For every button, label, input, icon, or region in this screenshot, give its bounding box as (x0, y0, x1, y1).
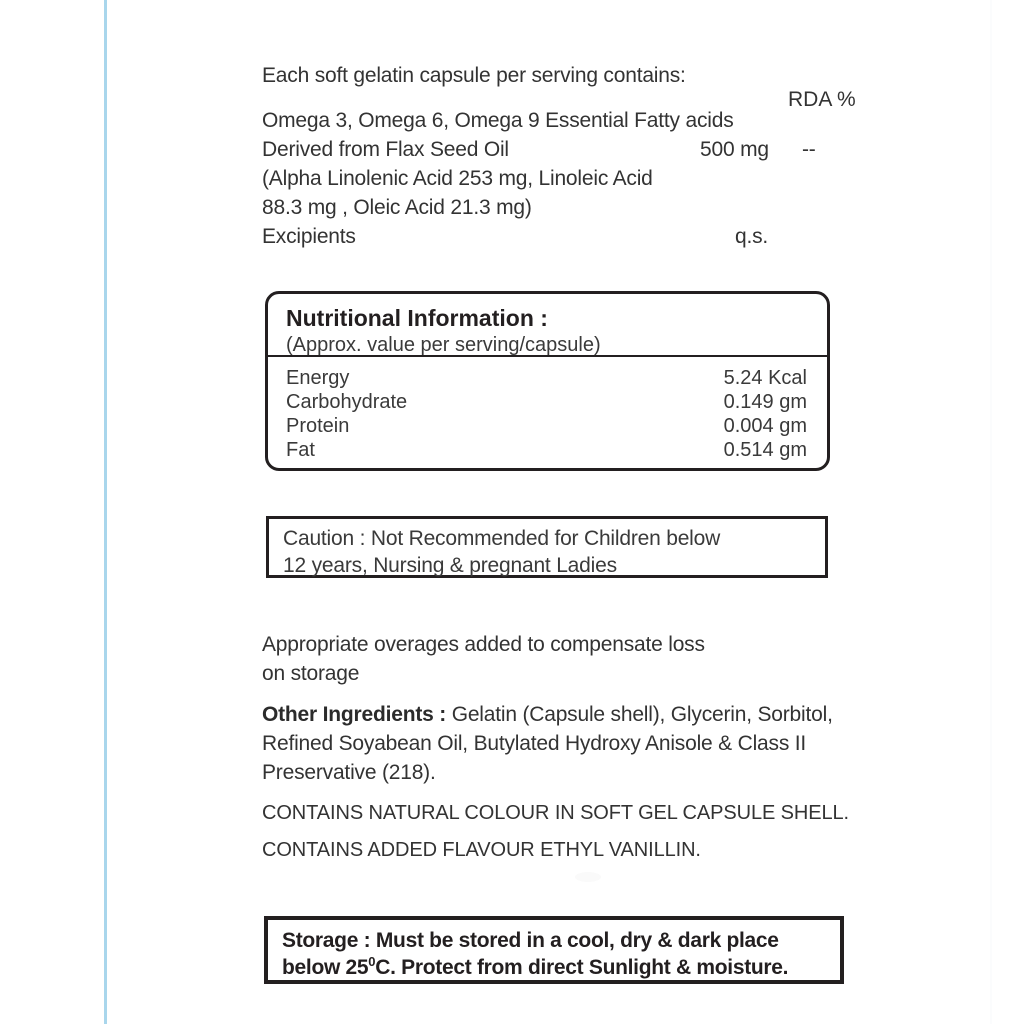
contains-colour-statement: CONTAINS NATURAL COLOUR IN SOFT GEL CAPSULE SHELL. (262, 802, 849, 824)
nutrient-value: 0.514 gm (723, 439, 807, 461)
nutrient-value: 5.24 Kcal (723, 367, 807, 389)
table-row (268, 390, 827, 414)
overage-line-1: Appropriate overages added to compensate loss (262, 633, 705, 656)
nutrition-title: Nutritional Information : (286, 305, 548, 331)
contains-flavour-statement: CONTAINS ADDED FLAVOUR ETHYL VANILLIN. (262, 839, 701, 861)
table-row (268, 438, 827, 462)
overage-line-2: on storage (262, 662, 360, 685)
storage-line-1: Storage : Must be stored in a cool, dry & dark place (282, 929, 779, 952)
ingredient-text: (Alpha Linolenic Acid 253 mg, Linoleic Acid (262, 167, 653, 190)
nutrient-value: 0.149 gm (723, 391, 807, 413)
nutrition-rows (268, 357, 827, 462)
ingredient-rda: -- (802, 138, 816, 161)
ingredient-text: Omega 3, Omega 6, Omega 9 Essential Fatty acids (262, 109, 734, 132)
scan-artifact (575, 872, 601, 882)
degree-superscript: 0 (368, 954, 376, 969)
other-ingredients-line-2: Refined Soyabean Oil, Butylated Hydroxy Anisole & Class II (262, 732, 807, 755)
other-ingredients-heading: Other Ingredients : (262, 703, 447, 726)
storage-temp-prefix: below 25 (282, 956, 369, 979)
other-ingredients-line-1 (262, 700, 912, 729)
storage-box (264, 916, 844, 984)
rda-column-heading: RDA % (788, 88, 856, 111)
caution-box (266, 516, 828, 578)
ingredient-row (262, 193, 882, 222)
nutritional-information-panel (265, 291, 830, 471)
ingredient-row (262, 106, 882, 135)
nutrient-label: Fat (286, 439, 315, 461)
composition-block (262, 62, 882, 251)
ingredient-text: 88.3 mg , Oleic Acid 21.3 mg) (262, 196, 532, 219)
other-ingredients-block (262, 700, 912, 787)
nutrition-subtitle: (Approx. value per serving/capsule) (286, 334, 601, 356)
ingredient-row (262, 164, 882, 193)
ingredient-text: Excipients (262, 225, 356, 248)
overage-note (262, 630, 902, 688)
ingredient-row (262, 135, 882, 164)
ingredient-text: Derived from Flax Seed Oil (262, 138, 509, 161)
nutrient-value: 0.004 gm (723, 415, 807, 437)
ingredient-row (262, 222, 882, 251)
other-ingredients-line-3: Preservative (218). (262, 761, 436, 784)
storage-temp-suffix: C. Protect from direct Sunlight & moisture. (375, 956, 789, 979)
nutrient-label: Carbohydrate (286, 391, 408, 413)
nutrient-label: Protein (286, 415, 350, 437)
caution-line-2: 12 years, Nursing & pregnant Ladies (283, 554, 617, 577)
composition-intro: Each soft gelatin capsule per serving contains: (262, 64, 686, 87)
other-ingredients-text: Gelatin (Capsule shell), Glycerin, Sorbitol, (446, 703, 833, 726)
table-row (268, 366, 827, 390)
storage-line-2 (282, 954, 840, 981)
ingredient-lines (262, 106, 882, 251)
ingredient-amount: 500 mg (700, 138, 769, 161)
nutrition-header (268, 294, 827, 357)
table-row (268, 414, 827, 438)
nutrient-label: Energy (286, 367, 350, 389)
contains-statements (262, 795, 912, 869)
caution-line-1: Caution : Not Recommended for Children below (283, 527, 721, 550)
ingredient-qs: q.s. (735, 225, 769, 248)
